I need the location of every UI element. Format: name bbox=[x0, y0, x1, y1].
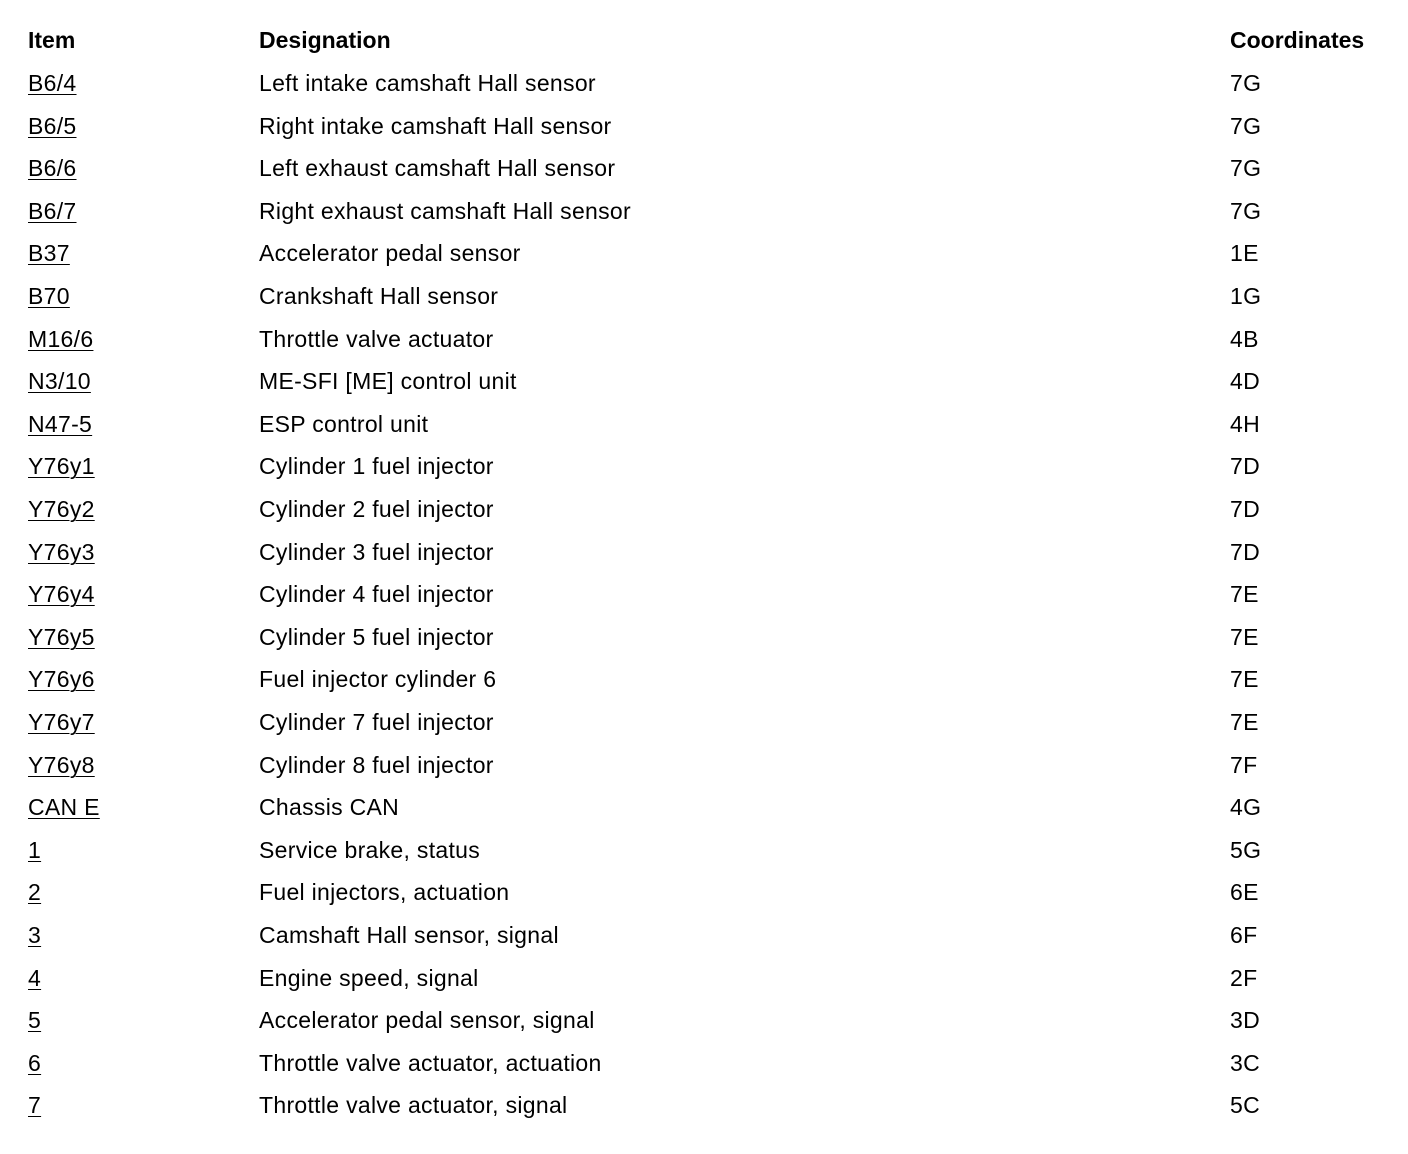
designation-text: Cylinder 3 fuel injector bbox=[259, 539, 494, 565]
item-link[interactable]: M16/6 bbox=[28, 326, 94, 352]
item-link[interactable]: B6/5 bbox=[28, 113, 77, 139]
designation-text: Cylinder 4 fuel injector bbox=[259, 581, 494, 607]
item-link[interactable]: Y76y4 bbox=[28, 581, 95, 607]
coordinates-text: 5C bbox=[1230, 1092, 1261, 1118]
item-link[interactable]: B6/4 bbox=[28, 70, 77, 96]
table-row bbox=[0, 105, 1408, 147]
coordinates-text: 4D bbox=[1230, 368, 1261, 394]
coordinates-text: 7G bbox=[1230, 155, 1262, 181]
table-row bbox=[0, 232, 1408, 274]
designation-text: Throttle valve actuator bbox=[259, 326, 494, 352]
coordinates-text: 7G bbox=[1230, 113, 1262, 139]
item-link[interactable]: N47-5 bbox=[28, 411, 93, 437]
designation-text: Camshaft Hall sensor, signal bbox=[259, 922, 559, 948]
item-link[interactable]: Y76y8 bbox=[28, 752, 95, 778]
item-link[interactable]: 1 bbox=[28, 837, 42, 863]
coordinates-text: 7E bbox=[1230, 666, 1259, 692]
table-row bbox=[0, 1084, 1408, 1126]
designation-text: Right exhaust camshaft Hall sensor bbox=[259, 198, 631, 224]
table-row bbox=[0, 914, 1408, 956]
designation-text: Service brake, status bbox=[259, 837, 481, 863]
coordinates-text: 7E bbox=[1230, 581, 1259, 607]
table-row bbox=[0, 701, 1408, 743]
table-row bbox=[0, 190, 1408, 232]
coordinates-text: 5G bbox=[1230, 837, 1262, 863]
item-link[interactable]: Y76y7 bbox=[28, 709, 95, 735]
coordinates-text: 7F bbox=[1230, 752, 1258, 778]
table-header bbox=[0, 19, 1408, 61]
item-link[interactable]: Y76y6 bbox=[28, 666, 95, 692]
designation-text: Chassis CAN bbox=[259, 794, 400, 820]
table-row bbox=[0, 403, 1408, 445]
designation-text: Throttle valve actuator, actuation bbox=[259, 1050, 602, 1076]
table-row bbox=[0, 531, 1408, 573]
table-row bbox=[0, 62, 1408, 104]
item-link[interactable]: Y76y3 bbox=[28, 539, 95, 565]
item-link[interactable]: 7 bbox=[28, 1092, 42, 1118]
item-link[interactable]: B70 bbox=[28, 283, 70, 309]
item-link[interactable]: CAN E bbox=[28, 794, 100, 820]
item-link[interactable]: 3 bbox=[28, 922, 42, 948]
table-row bbox=[0, 616, 1408, 658]
table-row bbox=[0, 275, 1408, 317]
item-link[interactable]: 2 bbox=[28, 879, 42, 905]
table-row bbox=[0, 786, 1408, 828]
designation-text: Throttle valve actuator, signal bbox=[259, 1092, 568, 1118]
item-link[interactable]: Y76y2 bbox=[28, 496, 95, 522]
designation-text: Right intake camshaft Hall sensor bbox=[259, 113, 612, 139]
coordinates-text: 6F bbox=[1230, 922, 1258, 948]
coordinates-text: 4H bbox=[1230, 411, 1261, 437]
coordinates-text: 7G bbox=[1230, 70, 1262, 96]
designation-text: Fuel injector cylinder 6 bbox=[259, 666, 497, 692]
designation-text: Cylinder 5 fuel injector bbox=[259, 624, 494, 650]
coordinates-text: 1G bbox=[1230, 283, 1262, 309]
coordinates-text: 6E bbox=[1230, 879, 1259, 905]
designation-text: Cylinder 7 fuel injector bbox=[259, 709, 494, 735]
table-row bbox=[0, 829, 1408, 871]
table-row bbox=[0, 1042, 1408, 1084]
designation-text: Left intake camshaft Hall sensor bbox=[259, 70, 596, 96]
designation-text: Accelerator pedal sensor, signal bbox=[259, 1007, 595, 1033]
coordinates-text: 4G bbox=[1230, 794, 1262, 820]
designation-text: Left exhaust camshaft Hall sensor bbox=[259, 155, 616, 181]
designation-text: Cylinder 8 fuel injector bbox=[259, 752, 494, 778]
coordinates-text: 7D bbox=[1230, 453, 1261, 479]
coordinates-text: 1E bbox=[1230, 240, 1259, 266]
table-row bbox=[0, 488, 1408, 530]
coordinates-text: 4B bbox=[1230, 326, 1259, 352]
item-link[interactable]: N3/10 bbox=[28, 368, 91, 394]
designation-text: ME-SFI [ME] control unit bbox=[259, 368, 517, 394]
table-row bbox=[0, 744, 1408, 786]
header-coordinates: Coordinates bbox=[1230, 27, 1365, 53]
table-row bbox=[0, 871, 1408, 913]
table-row bbox=[0, 147, 1408, 189]
item-link[interactable]: B6/7 bbox=[28, 198, 77, 224]
table-row bbox=[0, 318, 1408, 360]
table-row bbox=[0, 445, 1408, 487]
item-link[interactable]: Y76y1 bbox=[28, 453, 95, 479]
designation-text: Cylinder 1 fuel injector bbox=[259, 453, 494, 479]
coordinates-text: 3C bbox=[1230, 1050, 1261, 1076]
designation-text: Accelerator pedal sensor bbox=[259, 240, 521, 266]
coordinates-text: 7D bbox=[1230, 496, 1261, 522]
item-link[interactable]: B6/6 bbox=[28, 155, 77, 181]
coordinates-text: 7E bbox=[1230, 709, 1259, 735]
coordinates-text: 7E bbox=[1230, 624, 1259, 650]
table-row bbox=[0, 658, 1408, 700]
coordinates-text: 3D bbox=[1230, 1007, 1261, 1033]
item-link[interactable]: 6 bbox=[28, 1050, 42, 1076]
table-row bbox=[0, 957, 1408, 999]
header-item: Item bbox=[28, 27, 76, 53]
header-designation: Designation bbox=[259, 27, 391, 53]
designation-text: Fuel injectors, actuation bbox=[259, 879, 510, 905]
designation-text: ESP control unit bbox=[259, 411, 429, 437]
coordinates-text: 7D bbox=[1230, 539, 1261, 565]
designation-text: Crankshaft Hall sensor bbox=[259, 283, 499, 309]
designation-text: Cylinder 2 fuel injector bbox=[259, 496, 494, 522]
table-row bbox=[0, 360, 1408, 402]
table-row bbox=[0, 999, 1408, 1041]
coordinates-text: 7G bbox=[1230, 198, 1262, 224]
table-row bbox=[0, 573, 1408, 615]
item-link[interactable]: Y76y5 bbox=[28, 624, 95, 650]
item-link[interactable]: 4 bbox=[28, 965, 42, 991]
designation-text: Engine speed, signal bbox=[259, 965, 479, 991]
item-link[interactable]: 5 bbox=[28, 1007, 42, 1033]
coordinates-text: 2F bbox=[1230, 965, 1258, 991]
item-link[interactable]: B37 bbox=[28, 240, 70, 266]
